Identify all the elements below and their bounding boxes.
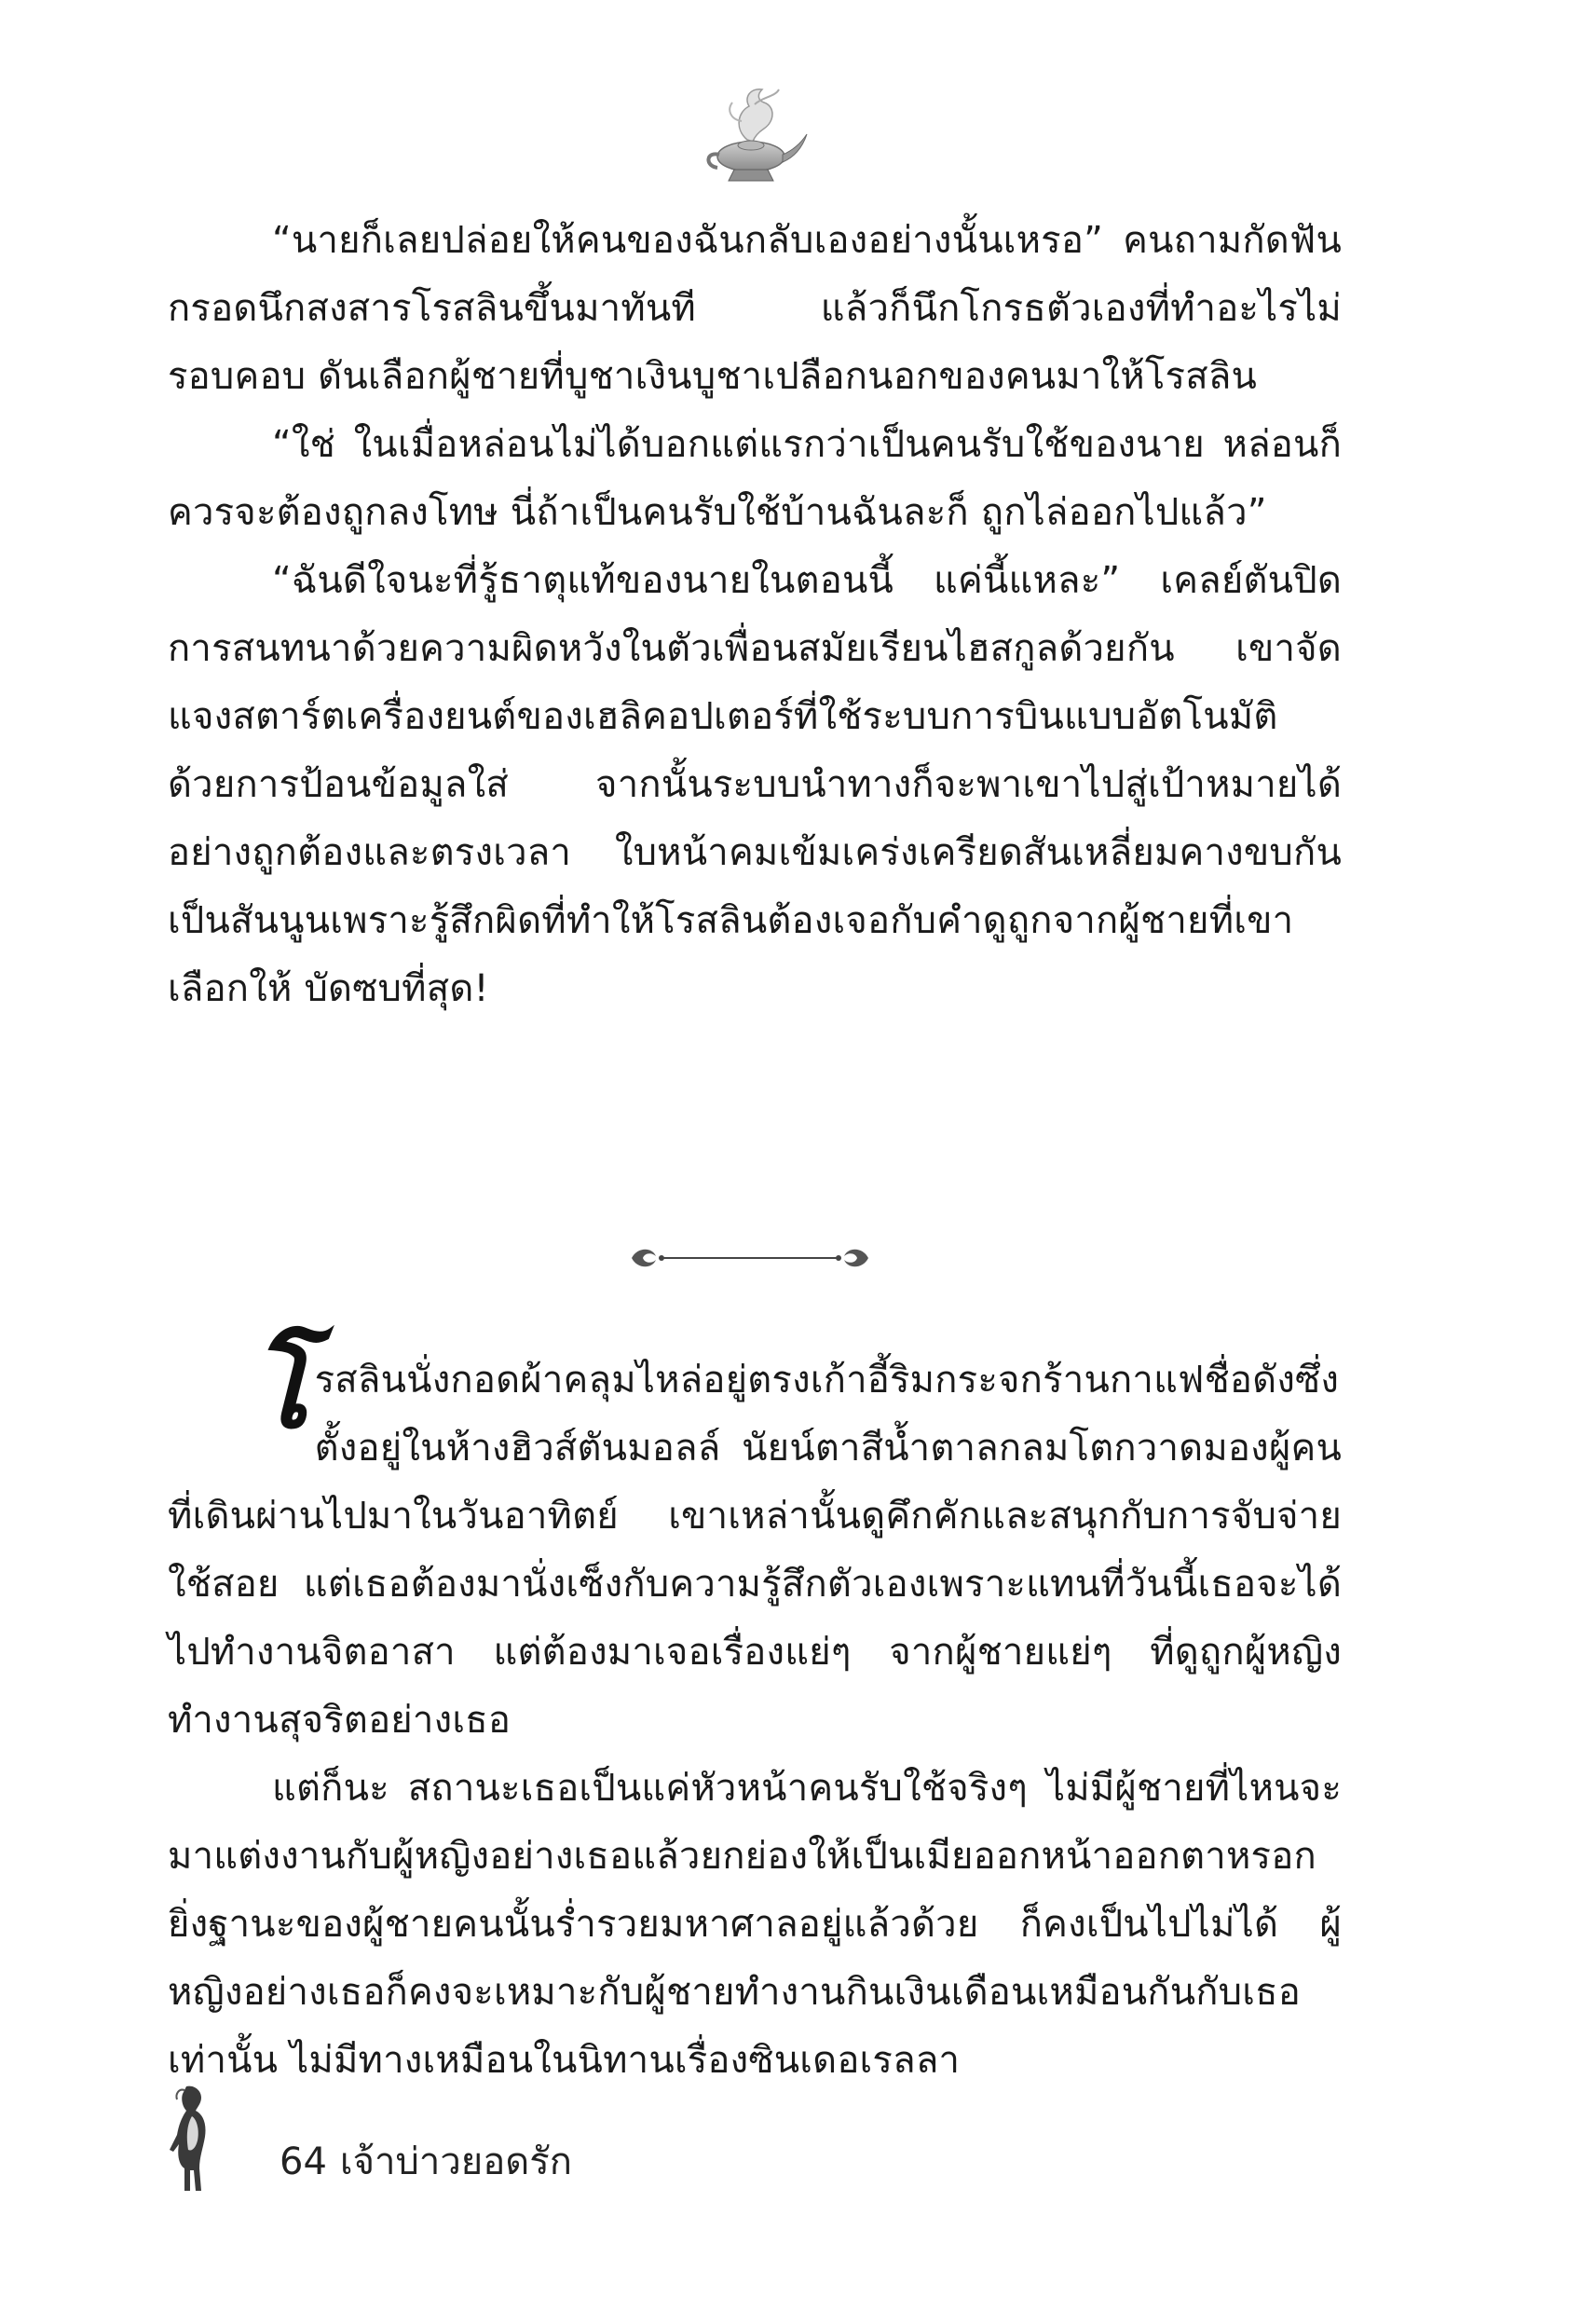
text-section-top — [168, 207, 1342, 1023]
page-footer — [158, 2083, 717, 2195]
paragraph — [168, 1323, 1342, 1755]
genie-lamp-icon — [689, 84, 811, 191]
book-title: เจ้าบ่าวยอดรัก — [339, 2140, 572, 2183]
footer-label — [280, 2139, 585, 2185]
drop-cap: โ — [250, 1323, 309, 1453]
paragraph: “นายก็เลยปล่อยให้คนของฉันกลับเองอย่างนั้นเหรอ” คนถามกัดฟันกรอดนึกสงสารโรสลินขึ้นมาทันที แล้วก็นึกโกรธตัวเองที่ทำอะไรไม่รอบคอบ ดันเลือกผู้ชายที่บูชาเงินบูชาเปลือกนอกของคนมาให้โรสลิน — [168, 219, 1342, 398]
paragraph: “ฉันดีใจนะที่รู้ธาตุแท้ของนายในตอนนี้ แค่นี้แหละ” เคลย์ตันปิดการสนทนาด้วยความผิดหวังในตัวเพื่อนสมัยเรียนไฮสกูลด้วยกัน เขาจัดแจงสตาร์ตเครื่องยนต์ของเฮลิคอปเตอร์ที่ใช้ระบบการบินแบบอัตโนมัติด้วยการป้อนข้อมูลใส่ จากนั้นระบบนำทางก็จะพาเขาไปสู่เป้าหมายได้อย่างถูกต้องและตรงเวลา ใบหน้าคมเข้มเคร่งเครียดสันเหลี่ยมคางขบกันเป็นสันนูนเพราะรู้สึกผิดที่ทำให้โรสลินต้องเจอกับคำดูถูกจากผู้ชายที่เขาเลือกให้ บัดซบที่สุด! — [168, 559, 1342, 1010]
page-number: 64 — [280, 2140, 327, 2183]
horse-icon — [158, 2083, 222, 2195]
paragraph-body: รสลินนั่งกอดผ้าคลุมไหล่อยู่ตรงเก้าอี้ริมกระจกร้านกาแฟชื่อดังซึ่งตั้งอยู่ในห้างฮิวส์ตันมอลล์ นัยน์ตาสีน้ำตาลกลมโตกวาดมองผู้คนที่เดินผ่านไปมาในวันอาทิตย์ เขาเหล่านั้นดูคึกคักและสนุกกับการจับจ่ายใช้สอย แต่เธอต้องมานั่งเซ็งกับความรู้สึกตัวเองเพราะแทนที่วันนี้เธอจะได้ไปทำงานจิตอาสา แต่ต้องมาเจอเรื่องแย่ๆ จากผู้ชายแย่ๆ ที่ดูถูกผู้หญิงทำงานสุจริตอย่างเธอ — [168, 1359, 1342, 1742]
paragraph: แต่ก็นะ สถานะเธอเป็นแค่หัวหน้าคนรับใช้จริงๆ ไม่มีผู้ชายที่ไหนจะมาแต่งงานกับผู้หญิงอย่างเธอแล้วยกย่องให้เป็นเมียออกหน้าออกตาหรอก ยิ่งฐานะของผู้ชายคนนั้นร่ำรวยมหาศาลอยู่แล้วด้วย ก็คงเป็นไปไม่ได้ ผู้หญิงอย่างเธอก็คงจะเหมาะกับผู้ชายทำงานกินเงินเดือนเหมือนกันกับเธอเท่านั้น ไม่มีทางเหมือนในนิทานเรื่องซินเดอเรลลา — [168, 1767, 1342, 2082]
paragraph: “ใช่ ในเมื่อหล่อนไม่ได้บอกแต่แรกว่าเป็นคนรับใช้ของนาย หล่อนก็ควรจะต้องถูกลงโทษ นี่ถ้าเป็นคนรับใช้บ้านฉันละก็ ถูกไล่ออกไปแล้ว” — [168, 423, 1342, 534]
text-section-bottom — [168, 1323, 1342, 2095]
ornamental-divider-icon — [624, 1239, 876, 1277]
